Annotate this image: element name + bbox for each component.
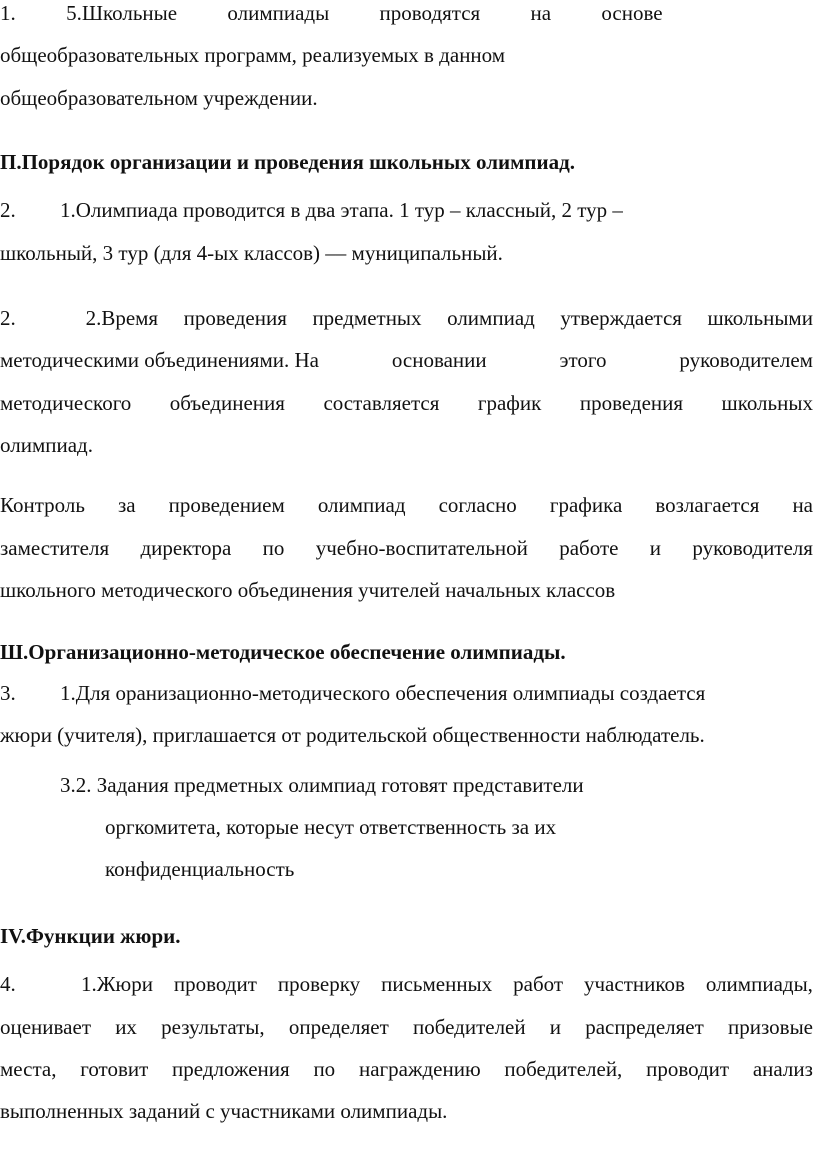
word: проводит: [173, 972, 257, 996]
item-3-1-text: 1.Для оранизационно-методического обеспечения олимпиады создается: [60, 681, 706, 705]
word: 2.Время: [85, 306, 159, 330]
word: работе: [559, 536, 619, 560]
word: составляется: [323, 391, 440, 415]
word: проведением: [168, 493, 285, 517]
word: проведения: [579, 391, 684, 415]
word: проведения: [183, 306, 287, 330]
word: 5.Школьные: [66, 1, 178, 25]
item-1-line-1: [0, 3, 813, 24]
word: за: [117, 493, 136, 517]
item-1-line-3: общеобразовательном учреждении.: [0, 86, 318, 110]
word: этого: [559, 348, 607, 372]
word: методического: [0, 391, 132, 415]
word: график: [477, 391, 542, 415]
item-2-1-number: 2.: [0, 198, 16, 222]
item-2-2-line-1: [0, 308, 813, 329]
word: проводятся: [379, 1, 481, 25]
word: оценивает: [0, 1015, 91, 1039]
word: по: [313, 1057, 336, 1081]
word: школьных: [721, 391, 813, 415]
item-3-1-line-2: жюри (учителя), приглашается от родительской общественности наблюдатель.: [0, 723, 705, 747]
word: 1.Жюри: [80, 972, 153, 996]
section-heading-4: IV.Функции жюри.: [0, 924, 181, 948]
item-2-2-line-4: олимпиад.: [0, 433, 93, 457]
section-heading-3: Ш.Организационно-методическое обеспечение олимпиады.: [0, 640, 566, 664]
word: работ: [513, 972, 564, 996]
word: проверку: [277, 972, 361, 996]
word: олимпиады,: [705, 972, 813, 996]
word: методическими объединениями. На: [0, 348, 319, 372]
item-2-2-line-3: [0, 393, 813, 414]
word: заместителя: [0, 536, 110, 560]
word: распределяет: [585, 1015, 704, 1039]
item-3-1-line-1: [0, 683, 816, 704]
item-3-2-line-3: конфиденциальность: [105, 857, 295, 881]
word: на: [792, 493, 813, 517]
word: их: [115, 1015, 137, 1039]
word: согласно: [438, 493, 517, 517]
word: предложения: [172, 1057, 290, 1081]
item-4-1-line-1: [0, 974, 813, 995]
word: определяет: [288, 1015, 389, 1039]
word: победителей: [412, 1015, 526, 1039]
word: результаты,: [161, 1015, 265, 1039]
word: и: [649, 536, 662, 560]
word: руководителем: [679, 348, 813, 372]
word: школьными: [707, 306, 813, 330]
word: олимпиады: [227, 1, 330, 25]
word: директора: [140, 536, 232, 560]
word: победителей,: [504, 1057, 623, 1081]
item-4-1-line-2: [0, 1017, 813, 1038]
word: учебно-воспитательной: [315, 536, 528, 560]
item-2-1-line-1: [0, 200, 816, 221]
word: и: [549, 1015, 562, 1039]
item-3-2-line-2: оргкомитета, которые несут ответственность за их: [105, 815, 557, 839]
item-2-1-line-2: школьный, 3 тур (для 4-ых классов) –– муниципальный.: [0, 241, 503, 265]
control-line-1: [0, 495, 813, 516]
word: возлагается: [655, 493, 760, 517]
word: участников: [583, 972, 685, 996]
word: графика: [549, 493, 623, 517]
word: основании: [391, 348, 487, 372]
item-4-1-line-3: [0, 1059, 813, 1080]
word: олимпиад: [447, 306, 535, 330]
word: предметных: [312, 306, 422, 330]
control-line-3: школьного методического объединения учителей начальных классов: [0, 578, 616, 602]
word: утверждается: [560, 306, 682, 330]
item-3-1-number: 3.: [0, 681, 16, 705]
word: на: [530, 1, 552, 25]
item-4-1-number: 4.: [0, 972, 16, 996]
word: награждению: [358, 1057, 481, 1081]
item-2-1-text: 1.Олимпиада проводится в два этапа. 1 тур – классный, 2 тур –: [60, 198, 623, 222]
word: письменных: [381, 972, 493, 996]
word: по: [262, 536, 285, 560]
word: руководителя: [692, 536, 813, 560]
item-1-number: 1.: [0, 1, 16, 25]
word: Контроль: [0, 493, 85, 517]
word: олимпиад: [317, 493, 406, 517]
item-3-2-line-1: 3.2. Задания предметных олимпиад готовят представители: [60, 773, 584, 797]
control-line-2: [0, 538, 813, 559]
item-2-2-line-2: [0, 350, 813, 371]
item-1-line-2: общеобразовательных программ, реализуемых в данном: [0, 43, 506, 67]
section-heading-2: П.Порядок организации и проведения школьных олимпиад.: [0, 150, 575, 174]
word: готовит: [80, 1057, 149, 1081]
word: проводит: [646, 1057, 730, 1081]
word: объединения: [169, 391, 285, 415]
word: призовые: [728, 1015, 813, 1039]
word: места,: [0, 1057, 57, 1081]
item-4-1-line-4: выполненных заданий с участниками олимпиады.: [0, 1099, 448, 1123]
item-2-2-number: 2.: [0, 306, 16, 330]
word: анализ: [752, 1057, 813, 1081]
word: основе: [601, 1, 663, 25]
